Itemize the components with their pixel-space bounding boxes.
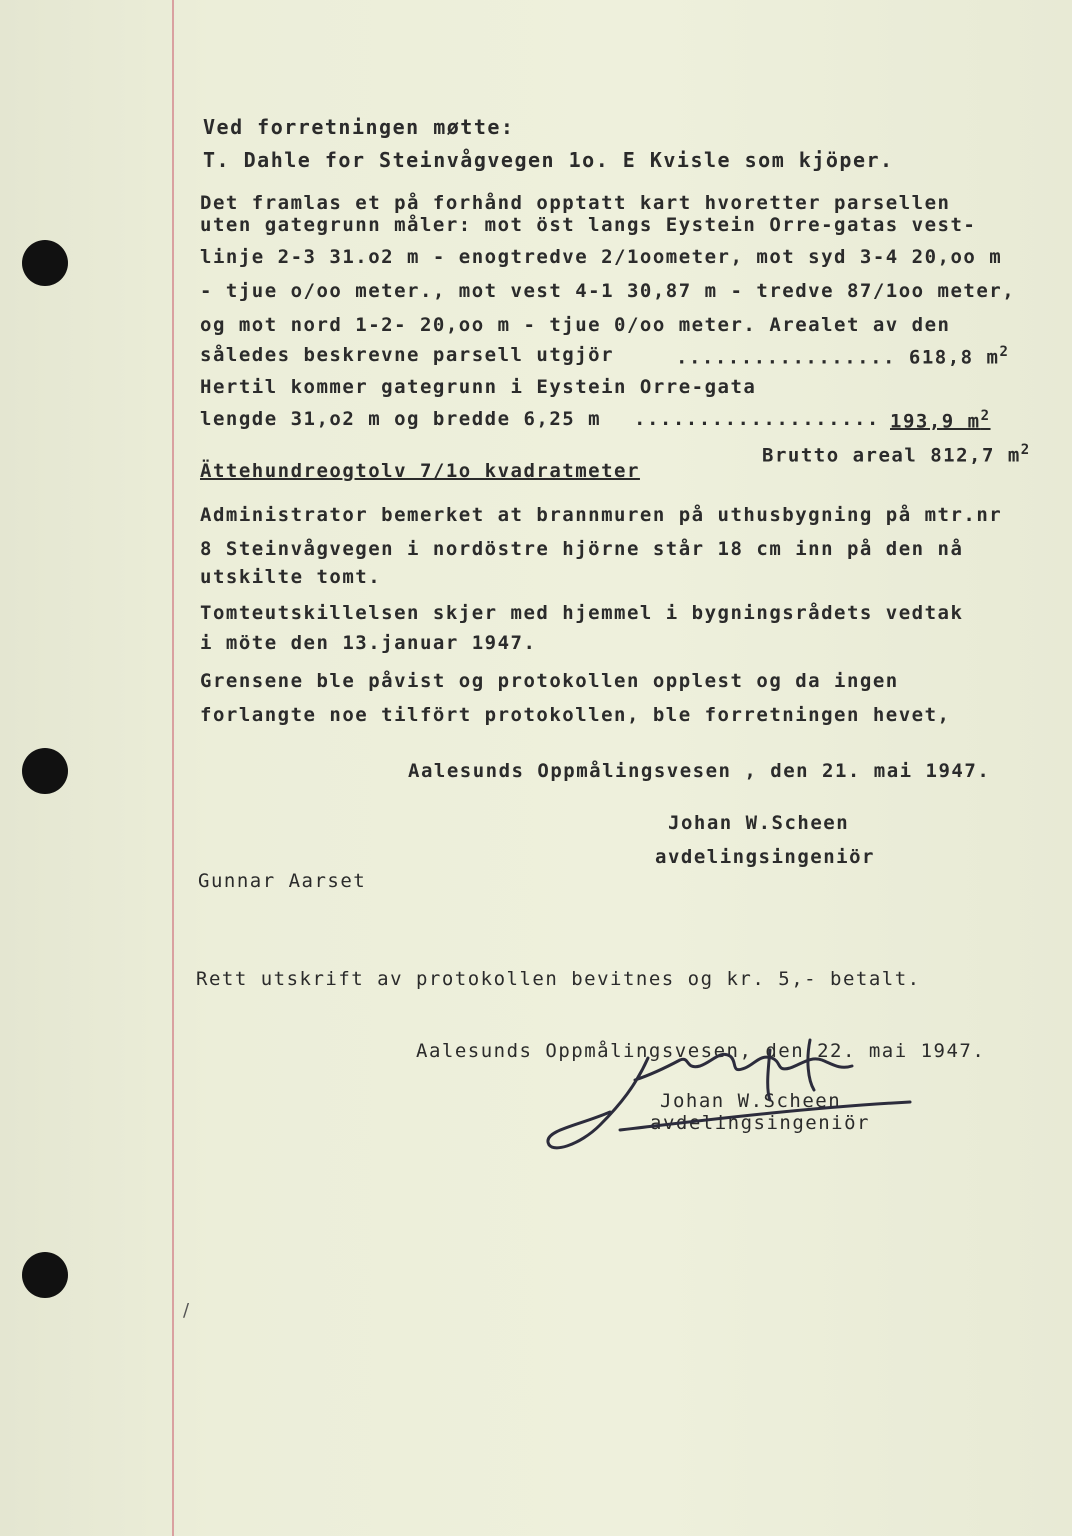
text-line: Hertil kommer gategrunn i Eystein Orre-gata (200, 376, 757, 398)
text-line: Johan W.Scheen (660, 1090, 842, 1112)
text-line: Det framlas et på forhånd opptatt kart hvoretter parsellen (200, 192, 951, 214)
text-line: ................. 618,8 $m^2$ (676, 344, 1010, 369)
text-line: således beskrevne parsell utgjör (200, 344, 615, 366)
text-line: - tjue o/oo meter., mot vest 4-1 30,87 m - tredve 87/1oo meter, (200, 280, 1016, 302)
text-line: forlangte noe tilfört protokollen, ble forretningen hevet, (200, 704, 951, 726)
punch-hole (22, 748, 68, 794)
text-line: Rett utskrift av protokollen bevitnes og kr. 5,- betalt. (196, 968, 921, 990)
text-line: Brutto areal 812,7 $m^2$ (762, 442, 1031, 467)
text-line: Tomteutskillelsen skjer med hjemmel i bygningsrådets vedtak (200, 602, 964, 624)
margin-line (172, 0, 174, 1536)
text-line: avdelingsingeniör (655, 846, 875, 868)
text-line: avdelingsingeniör (650, 1112, 870, 1134)
text-line: uten gategrunn måler: mot öst langs Eystein Orre-gatas vest- (200, 214, 977, 236)
margin-tick-mark: / (183, 1300, 190, 1321)
text-line: og mot nord 1-2- 20,oo m - tjue 0/oo meter. Arealet av den (200, 314, 951, 336)
handwritten-signature (540, 1030, 920, 1160)
text-line: Grensene ble påvist og protokollen opplest og da ingen (200, 670, 899, 692)
text-line: Gunnar Aarset (198, 870, 367, 892)
text-line: Aalesunds Oppmålingsvesen , den 21. mai 1947. (408, 760, 991, 782)
text-line: T. Dahle for Steinvågvegen 1o. E Kvisle som kjöper. (203, 148, 894, 172)
text-line: Ättehundreogtolv 7/1o kvadratmeter (200, 460, 640, 482)
text-line: Ved forretningen møtte: (203, 115, 515, 139)
punch-hole (22, 1252, 68, 1298)
text-line: 8 Steinvågvegen i nordöstre hjörne står 18 cm inn på den nå (200, 538, 964, 560)
text-line: linje 2-3 31.o2 m - enogtredve 2/1oometer, mot syd 3-4 20,oo m (200, 246, 1003, 268)
text-line: Aalesunds Oppmålingsvesen, den 22. mai 1947. (416, 1040, 986, 1062)
text-line: Johan W.Scheen (668, 812, 850, 834)
text-line: 193,9 $m^2$ (890, 408, 991, 433)
text-line: i möte den 13.januar 1947. (200, 632, 537, 654)
punch-hole (22, 240, 68, 286)
text-line: ................... (634, 408, 880, 430)
text-line: utskilte tomt. (200, 566, 382, 588)
text-line: lengde 31,o2 m og bredde 6,25 m (200, 408, 602, 430)
text-line: Administrator bemerket at brannmuren på uthusbygning på mtr.nr (200, 504, 1003, 526)
